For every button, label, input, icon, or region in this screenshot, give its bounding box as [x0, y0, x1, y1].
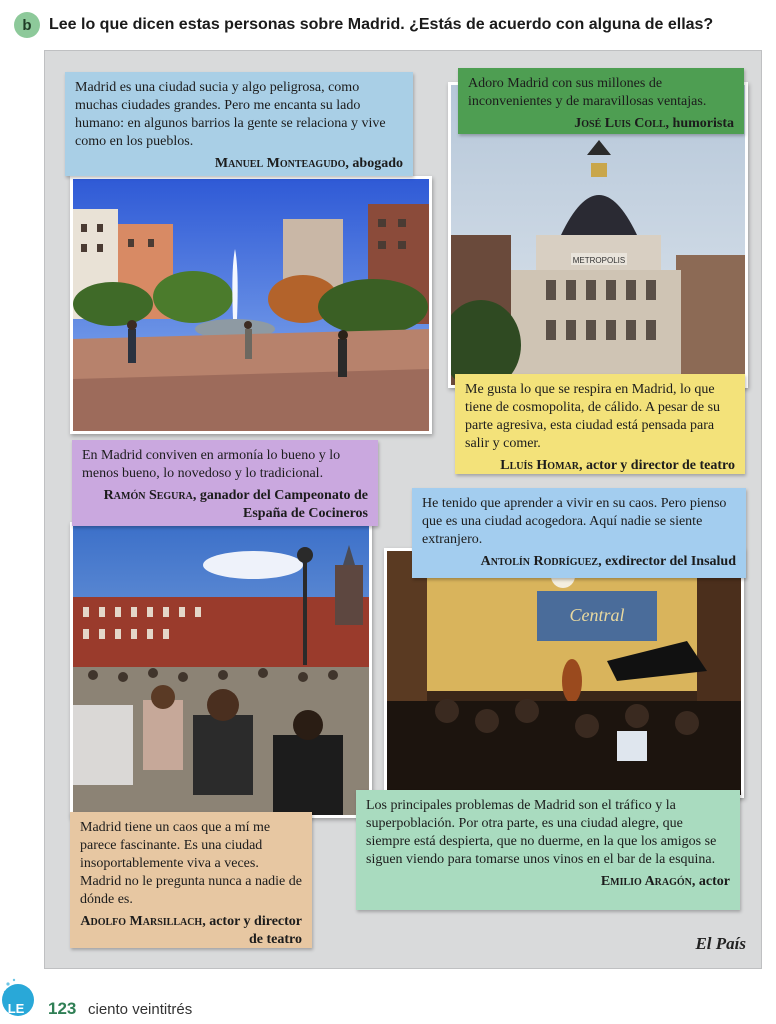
page-number-words: ciento veintitrés [88, 1001, 193, 1018]
quote-text: Adoro Madrid con sus millones de inconvenientes y de maravillosas ventajas. [468, 76, 707, 109]
quote-text: Madrid tiene un caos que a mí me parece fascinante. Es una ciudad insoportablemente viva a veces. Madrid no le pregunta nunca a nadie de dónde es. [80, 820, 302, 907]
quote-role: , abogado [345, 156, 403, 171]
quote-card-segura [72, 440, 378, 526]
quote-role: , exdirector del Insalud [598, 554, 736, 569]
plaza-illustration [73, 179, 429, 431]
plaza-mayor-illustration [73, 525, 369, 815]
quote-text: He tenido que aprender a vivir en su caos. Pero pienso que es una ciudad acogedora. Aquí nadie se siente extranjero. [422, 496, 727, 547]
quote-author: Adolfo Marsillach [80, 914, 203, 929]
le-logo-text: LE [7, 1001, 25, 1016]
quote-author: Lluís Homar [500, 458, 579, 473]
quote-card-marsillach [70, 812, 312, 948]
quote-author: Ramón Segura [103, 488, 193, 503]
quote-card-monteagudo [65, 72, 413, 176]
quote-card-homar [455, 374, 745, 474]
exercise-header [14, 10, 764, 40]
quote-role: , actor y director de teatro [202, 914, 302, 947]
photo-cafe-central [384, 548, 744, 798]
quote-card-rodriguez [412, 488, 746, 578]
quote-author: Manuel Monteagudo [214, 156, 346, 171]
quote-text: Me gusta lo que se respira en Madrid, lo que tiene de cosmopolita, de cálido. A pesar de su parte agresiva, esta ciudad está pensada para salir y comer. [465, 382, 721, 451]
cafe-illustration [387, 551, 741, 795]
exercise-badge: b [14, 12, 40, 38]
page-number: 123 [48, 999, 77, 1018]
quote-role: , actor y director de teatro [578, 458, 735, 473]
source-credit: El País [695, 934, 746, 953]
quote-text: Los principales problemas de Madrid son el tráfico y la superpoblación. Por otra parte, es una ciudad alegre, que siempre está despierta, que no duerme, en la que los amigos se siguen viendo para tomarse unos vinos en el bar de la esquina. [366, 798, 717, 867]
quote-role: , humorista [665, 116, 734, 131]
quote-card-aragon [356, 790, 740, 910]
quote-author: Emilio Aragón [600, 874, 692, 889]
photo-plaza-mayor [70, 522, 372, 818]
quote-role: , ganador del Campeonato de España de Cocineros [192, 488, 368, 521]
le-logo [2, 976, 34, 1024]
quote-role: , actor [691, 874, 730, 889]
quote-author: Antolín Rodríguez [480, 554, 599, 569]
metropolis-sign: METROPOLIS [572, 256, 626, 265]
quote-text: Madrid es una ciudad sucia y algo peligrosa, como muchas ciudades grandes. Pero me encanta su lado humano: en algunos barrios la gente se relaciona y vive como en los pueblos. [75, 80, 386, 149]
exercise-instruction: Lee lo que dicen estas personas sobre Madrid. ¿Estás de acuerdo con alguna de ellas? [49, 16, 714, 33]
quote-text: En Madrid conviven en armonía lo bueno y lo menos bueno, lo novedoso y lo tradicional. [82, 448, 341, 481]
quote-author: José Luis Coll [574, 116, 666, 131]
photo-plaza-fountain [70, 176, 432, 434]
quote-card-coll [458, 68, 744, 134]
cafe-sign: Central [569, 605, 625, 625]
